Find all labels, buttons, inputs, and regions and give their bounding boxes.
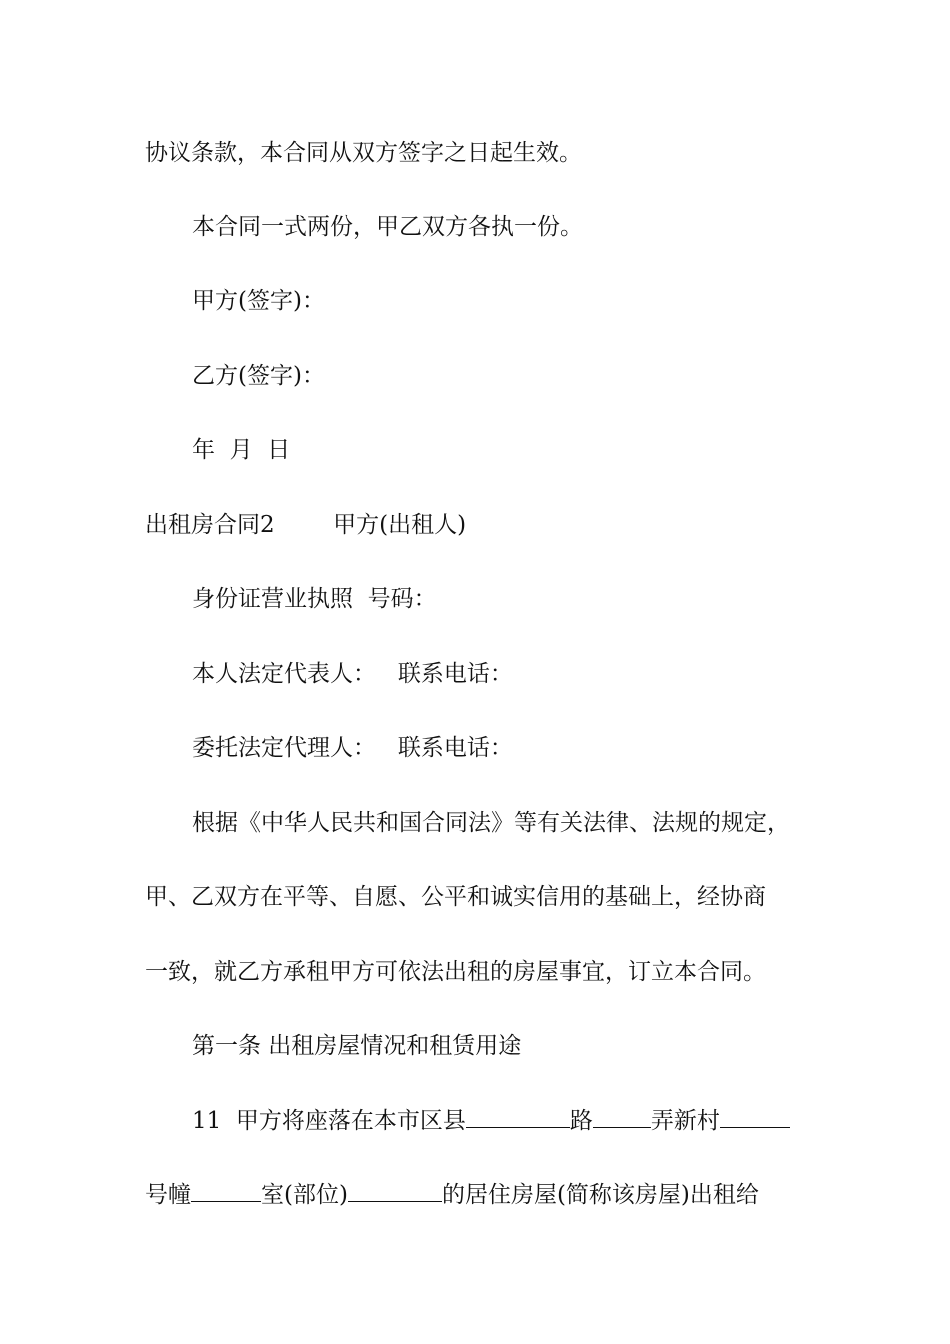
authorized-agent-line: 委托法定代理人： 联系电话： [192, 735, 513, 761]
paragraph-line: 一致，就乙方承租甲方可依法出租的房屋事宜，订立本合同。 [145, 959, 766, 985]
village-blank [720, 1107, 790, 1128]
legal-representative-line: 本人法定代表人： 联系电话： [192, 661, 513, 687]
contract-heading: 出租房合同2 甲方(出租人) [145, 512, 467, 538]
paragraph-line: 协议条款，本合同从双方签字之日起生效。 [145, 140, 582, 166]
clause-text: 号幢 [145, 1182, 191, 1208]
building-blank [191, 1181, 261, 1202]
paragraph-line: 本合同一式两份，甲乙双方各执一份。 [192, 214, 583, 240]
district-blank [466, 1107, 570, 1128]
clause-1-1 [192, 1106, 790, 1136]
clause-1-1-continued [145, 1180, 759, 1210]
date-line: 年 月 日 [192, 437, 291, 463]
clause-number: 11 [192, 1108, 222, 1134]
clause-text: 路 [569, 1108, 593, 1134]
room-blank [348, 1181, 442, 1202]
clause-text: 的居住房屋(简称该房屋)出租给 [441, 1182, 759, 1208]
lane-blank [593, 1107, 651, 1128]
article-1-heading: 第一条 出租房屋情况和租赁用途 [192, 1033, 522, 1059]
party-b-signature-line: 乙方(签字)： [192, 363, 325, 389]
paragraph-line: 甲、乙双方在平等、自愿、公平和诚实信用的基础上，经协商 [145, 884, 766, 910]
id-number-line: 身份证营业执照 号码： [192, 586, 437, 612]
paragraph-line: 根据《中华人民共和国合同法》等有关法律、法规的规定， [192, 810, 790, 836]
party-a-signature-line: 甲方(签字)： [192, 288, 325, 314]
clause-text: 室(部位) [261, 1182, 348, 1208]
clause-text: 弄新村 [650, 1108, 720, 1134]
clause-text: 甲方将座落在本市区县 [235, 1108, 466, 1134]
